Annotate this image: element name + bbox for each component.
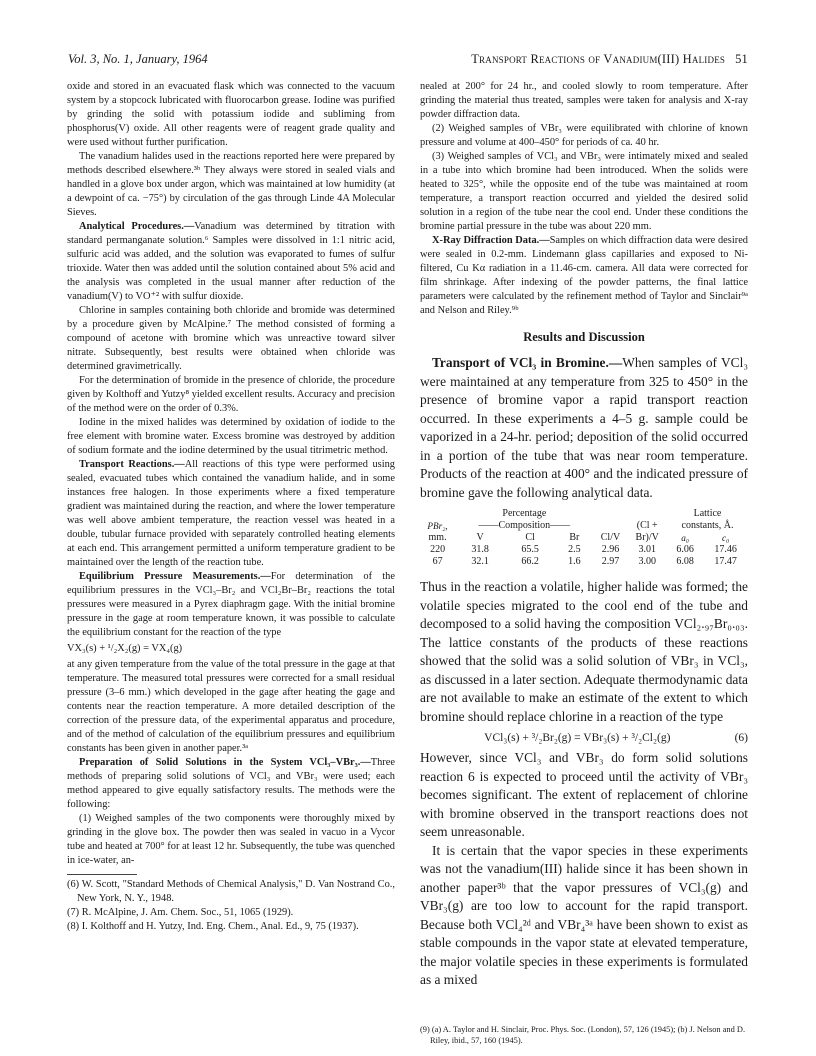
header-clbr-b: Br)/V — [635, 532, 659, 543]
footnote-rule — [67, 874, 137, 875]
run-in-heading: Preparation of Solid Solutions in the System VCl₃–VBr₃.— — [79, 757, 371, 768]
equation-6 — [420, 728, 748, 748]
table-header-row — [420, 532, 748, 544]
table-row: 220 31.8 65.5 2.5 2.96 3.01 6.06 17.46 — [430, 544, 737, 555]
method-1: (1) Weighed samples of the two components were thoroughly mixed by grinding in the glove box. The powder then was sealed in vacuo in a Vycor tube and heated at 700° for at least 12 hr. Subsequently, the tube was quenched in ice-water, an- — [67, 813, 395, 866]
header-right — [471, 52, 748, 67]
header-constants: constants, Å. — [681, 520, 734, 531]
paragraph: It is certain that the vapor species in these experiments was not the vanadium(III) halide since it has been shown in another paper³ᵇ that the vapor pressures of VCl₃(g) and VBr₃(g) are too low to account for the rapid transport. Because both VCl₄²ᵈ and VBr₄³ᵃ have been shown to exist as stable compounds in the vapor state at elevated temperature, the major volatile species in these experiments is formulated as a mixed — [420, 842, 748, 987]
paragraph-analytical — [67, 220, 395, 304]
header-c0: c₀ — [721, 533, 730, 543]
running-title: Transport Reactions of Vanadium(III) Halides — [471, 52, 726, 66]
footnote-8: (8) I. Kolthoff and H. Yutzy, Ind. Eng. Chem., Anal. Ed., 9, 75 (1937). — [67, 921, 359, 932]
paragraph-body: When samples of VCl₃ were maintained at any temperature from 325 to 450° in the presence of bromine vapor a rapid transport reaction occurred. In these experiments a 4–5 g. sample could be vaporized in a 24-hr. period; deposition of the solid occurred in a portion of the tube that was near room temperature. Products of the reaction at 400° and the indicated pressure of bromine gave the following analytical data. — [420, 355, 748, 500]
header-composition: ——Composition—— — [478, 520, 571, 531]
paragraph-body: All reactions of this type were performed using sealed, evacuated tubes which contained the vanadium halide, and in some instances free halogen. In those experiments where a fixed temperature gradient was maintained during the reaction, and where the lower temperature was well above ambient temperature, the reaction vessel was heated in a double, tubular furnace provided with separately controlled heating elements at each end. This arrangement permitted a uniform temperature gradient to be maintained over the length of the reaction tube. — [67, 459, 395, 568]
run-in-heading: Equilibrium Pressure Measurements.— — [79, 571, 271, 582]
equation-formula: VCl₃(s) + ³/₂Br₂(g) = VBr₃(s) + ³/₂Cl₂(g) — [484, 732, 671, 744]
paragraph-body: Three methods of preparing solid solutions of VCl₃ and VBr₃ were used; each method appeared to give equally satisfactory results. The methods were the following: — [67, 757, 395, 810]
page-number: 51 — [735, 52, 748, 66]
section-title: Results and Discussion — [523, 330, 645, 344]
paragraph: oxide and stored in an evacuated flask which was connected to the vacuum system by a stopcock lubricated with fluorocarbon grease. Iodine was purified by grinding the solid with potassium iodide and subliming from phosphorus(V) oxide. All other reagents were of reagent grade quality and were used without further purification. — [67, 81, 395, 148]
header-mm: mm. — [428, 532, 447, 543]
equation: VX₃(s) + ¹/₂X₂(g) = VX₄(g) — [67, 643, 183, 654]
run-in-heading: X-Ray Diffraction Data.— — [432, 235, 550, 246]
header-a0: a₀ — [681, 533, 689, 543]
run-in-heading: Analytical Procedures.— — [79, 221, 195, 232]
footnote-7: (7) R. McAlpine, J. Am. Chem. Soc., 51, 1065 (1929). — [67, 907, 294, 918]
header-br: Br — [569, 532, 580, 543]
paragraph-xray — [420, 234, 748, 318]
paragraph-preparation — [67, 756, 395, 812]
paragraph: For the determination of bromide in the presence of chloride, the procedure given by Kolthoff and Yutzy⁸ yielded excellent results. Accuracy and precision of the method were on the order of 0.3%. — [67, 375, 395, 414]
left-column — [67, 80, 395, 934]
paragraph-body: Vanadium was determined by titration with standard permanganate solution.⁶ Samples were dissolved in 1:1 nitric acid, sulfuric acid was added, and the solution was evaporated to fumes of sulfur trioxide. Water then was added until the solution contained about 5% acid and the analysis was completed in the usual manner after reduction of the vanadium(V) to VO⁺² with sulfur dioxide. — [67, 221, 395, 302]
analytical-data-table — [420, 508, 748, 568]
table-row: 67 32.1 66.2 1.6 2.97 3.00 6.08 17.47 — [432, 556, 737, 567]
paragraph-transport-vcl3 — [420, 354, 748, 502]
paragraph: Iodine in the mixed halides was determined by oxidation of iodide to the free element with bromine water. Excess bromine was destroyed by addition of sodium formate and the iodine determined by the usual titrimetric method. — [67, 417, 395, 456]
paragraph: However, since VCl₃ and VBr₃ do form solid solutions reaction 6 is expected to proceed until the activity of VBr₃ becomes significant. The extent of replacement of chlorine with bromine observed in the transport reactions does not seem unreasonable. — [420, 750, 748, 839]
header-percentage: Percentage — [502, 508, 547, 519]
paragraph: The vanadium halides used in the reactions reported here were prepared by methods described elsewhere.³ᵇ They always were stored in sealed vials and handled in a glove box under argon, which was maintained at low humidity (at a dewpoint of ca. −75°) by circulation of the gas through Linde 4A Molecular Sieves. — [67, 151, 395, 218]
method-2: (2) Weighed samples of VBr₃ were equilibrated with chlorine of known pressure and volume at 400–450° for periods of ca. 40 hr. — [420, 123, 748, 148]
right-small-text — [420, 80, 748, 318]
method-3: (3) Weighed samples of VCl₃ and VBr₃ were intimately mixed and sealed in a tube into which bromine had been introduced. When the solids were heated to 325°, while the opposite end of the tube was maintained at room temperature, a transport reaction occurred and yielded the desired solid solution in a region of the tube near the cool end. Under these conditions the bromine partial pressure in the tube was about 220 mm. — [420, 151, 748, 232]
header-pbr2: PBr₂, — [427, 521, 448, 531]
paragraph-body: Samples on which diffraction data were desired were sealed in 0.2-mm. Lindemann glass capillaries and exposed to Ni-filtered, Cu Kα radiation in a 11.46-cm. camera. All data were corrected for film shrinkage. After indexing of the powder patterns, the final lattice parameters were calculated by the refinement method of Taylor and Sinclair⁹ᵃ and Nelson and Riley.⁹ᵇ — [420, 235, 748, 316]
paragraph-equilibrium — [67, 570, 395, 640]
equation-number: (6) — [734, 732, 748, 744]
footnote-9: (9) (a) A. Taylor and H. Sinclair, Proc. Phys. Soc. (London), 57, 126 (1945); (b) J. Nelson and D. Riley, ibid., 57, 160 (1945). — [420, 1025, 746, 1045]
header-lattice: Lattice — [693, 508, 722, 519]
header-clbr-a: (Cl + — [636, 520, 658, 531]
footnote-6: (6) W. Scott, "Standard Methods of Chemical Analysis," D. Van Nostrand Co., New York, N. Y., 1948. — [67, 879, 395, 904]
paragraph: Chlorine in samples containing both chloride and bromide was determined by a procedure given by McAlpine.⁷ The method consisted of forming a compound of acetone with bromine which was unreactive toward silver nitrate. Subsequently, best results were obtained when chloride was determined gravimetrically. — [67, 305, 395, 372]
run-in-heading: Transport Reactions.— — [79, 459, 185, 470]
paragraph: at any given temperature from the value of the total pressure in the gage at that temperature. The measured total pressures were corrected for a small residual pressure (3–6 mm.) which developed in the gage after heating the gage and contents near the reaction temperature. A more detailed description of the correction of the pressure data, of the experimental apparatus and procedure, and of the method of calculation of the equilibrium pressures and equilibrium constants has been given in another paper.³ᵃ — [67, 659, 395, 754]
paragraph: Thus in the reaction a volatile, higher halide was formed; the volatile species migrated to the cool end of the tube and decomposed to a solid having the composition VCl₂.₉₇Br₀.₀₃. The lattice constants of the products of these reactions showed that the solid was a solid solution of VBr₃ in VCl₃, as discussed in a later section. Adequate thermodynamic data are not available to make an estimate of the extent to which bromine should replace chlorine in a reaction of the type — [420, 579, 748, 724]
journal-citation: Vol. 3, No. 1, January, 1964 — [68, 52, 208, 66]
paragraph: nealed at 200° for 24 hr., and cooled slowly to room temperature. After grinding the material thus treated, samples were taken for analysis and X-ray powder diffraction data. — [420, 81, 748, 120]
table-header-row — [420, 520, 748, 532]
paragraph-transport — [67, 458, 395, 570]
header-clv: Cl/V — [600, 532, 621, 543]
table-header-row — [420, 508, 748, 520]
header-cl: Cl — [525, 532, 535, 543]
run-in-heading: Transport of VCl₃ in Bromine.— — [432, 355, 623, 370]
footnote-9-block — [420, 1024, 748, 1046]
right-column — [420, 80, 748, 990]
running-header — [68, 52, 748, 70]
paragraph-body: For determination of the equilibrium pressures in the VCl₃–Br₂ and VCl₂Br–Br₂ reactions the total pressures were measured in a Pyrex diaphragm gage. With the initial bromine pressure in the gage at room temperature known, it was possible to calculate the equilibrium constant for the reaction of the type — [67, 571, 395, 638]
header-v: V — [476, 532, 484, 543]
right-large-text — [420, 354, 748, 990]
